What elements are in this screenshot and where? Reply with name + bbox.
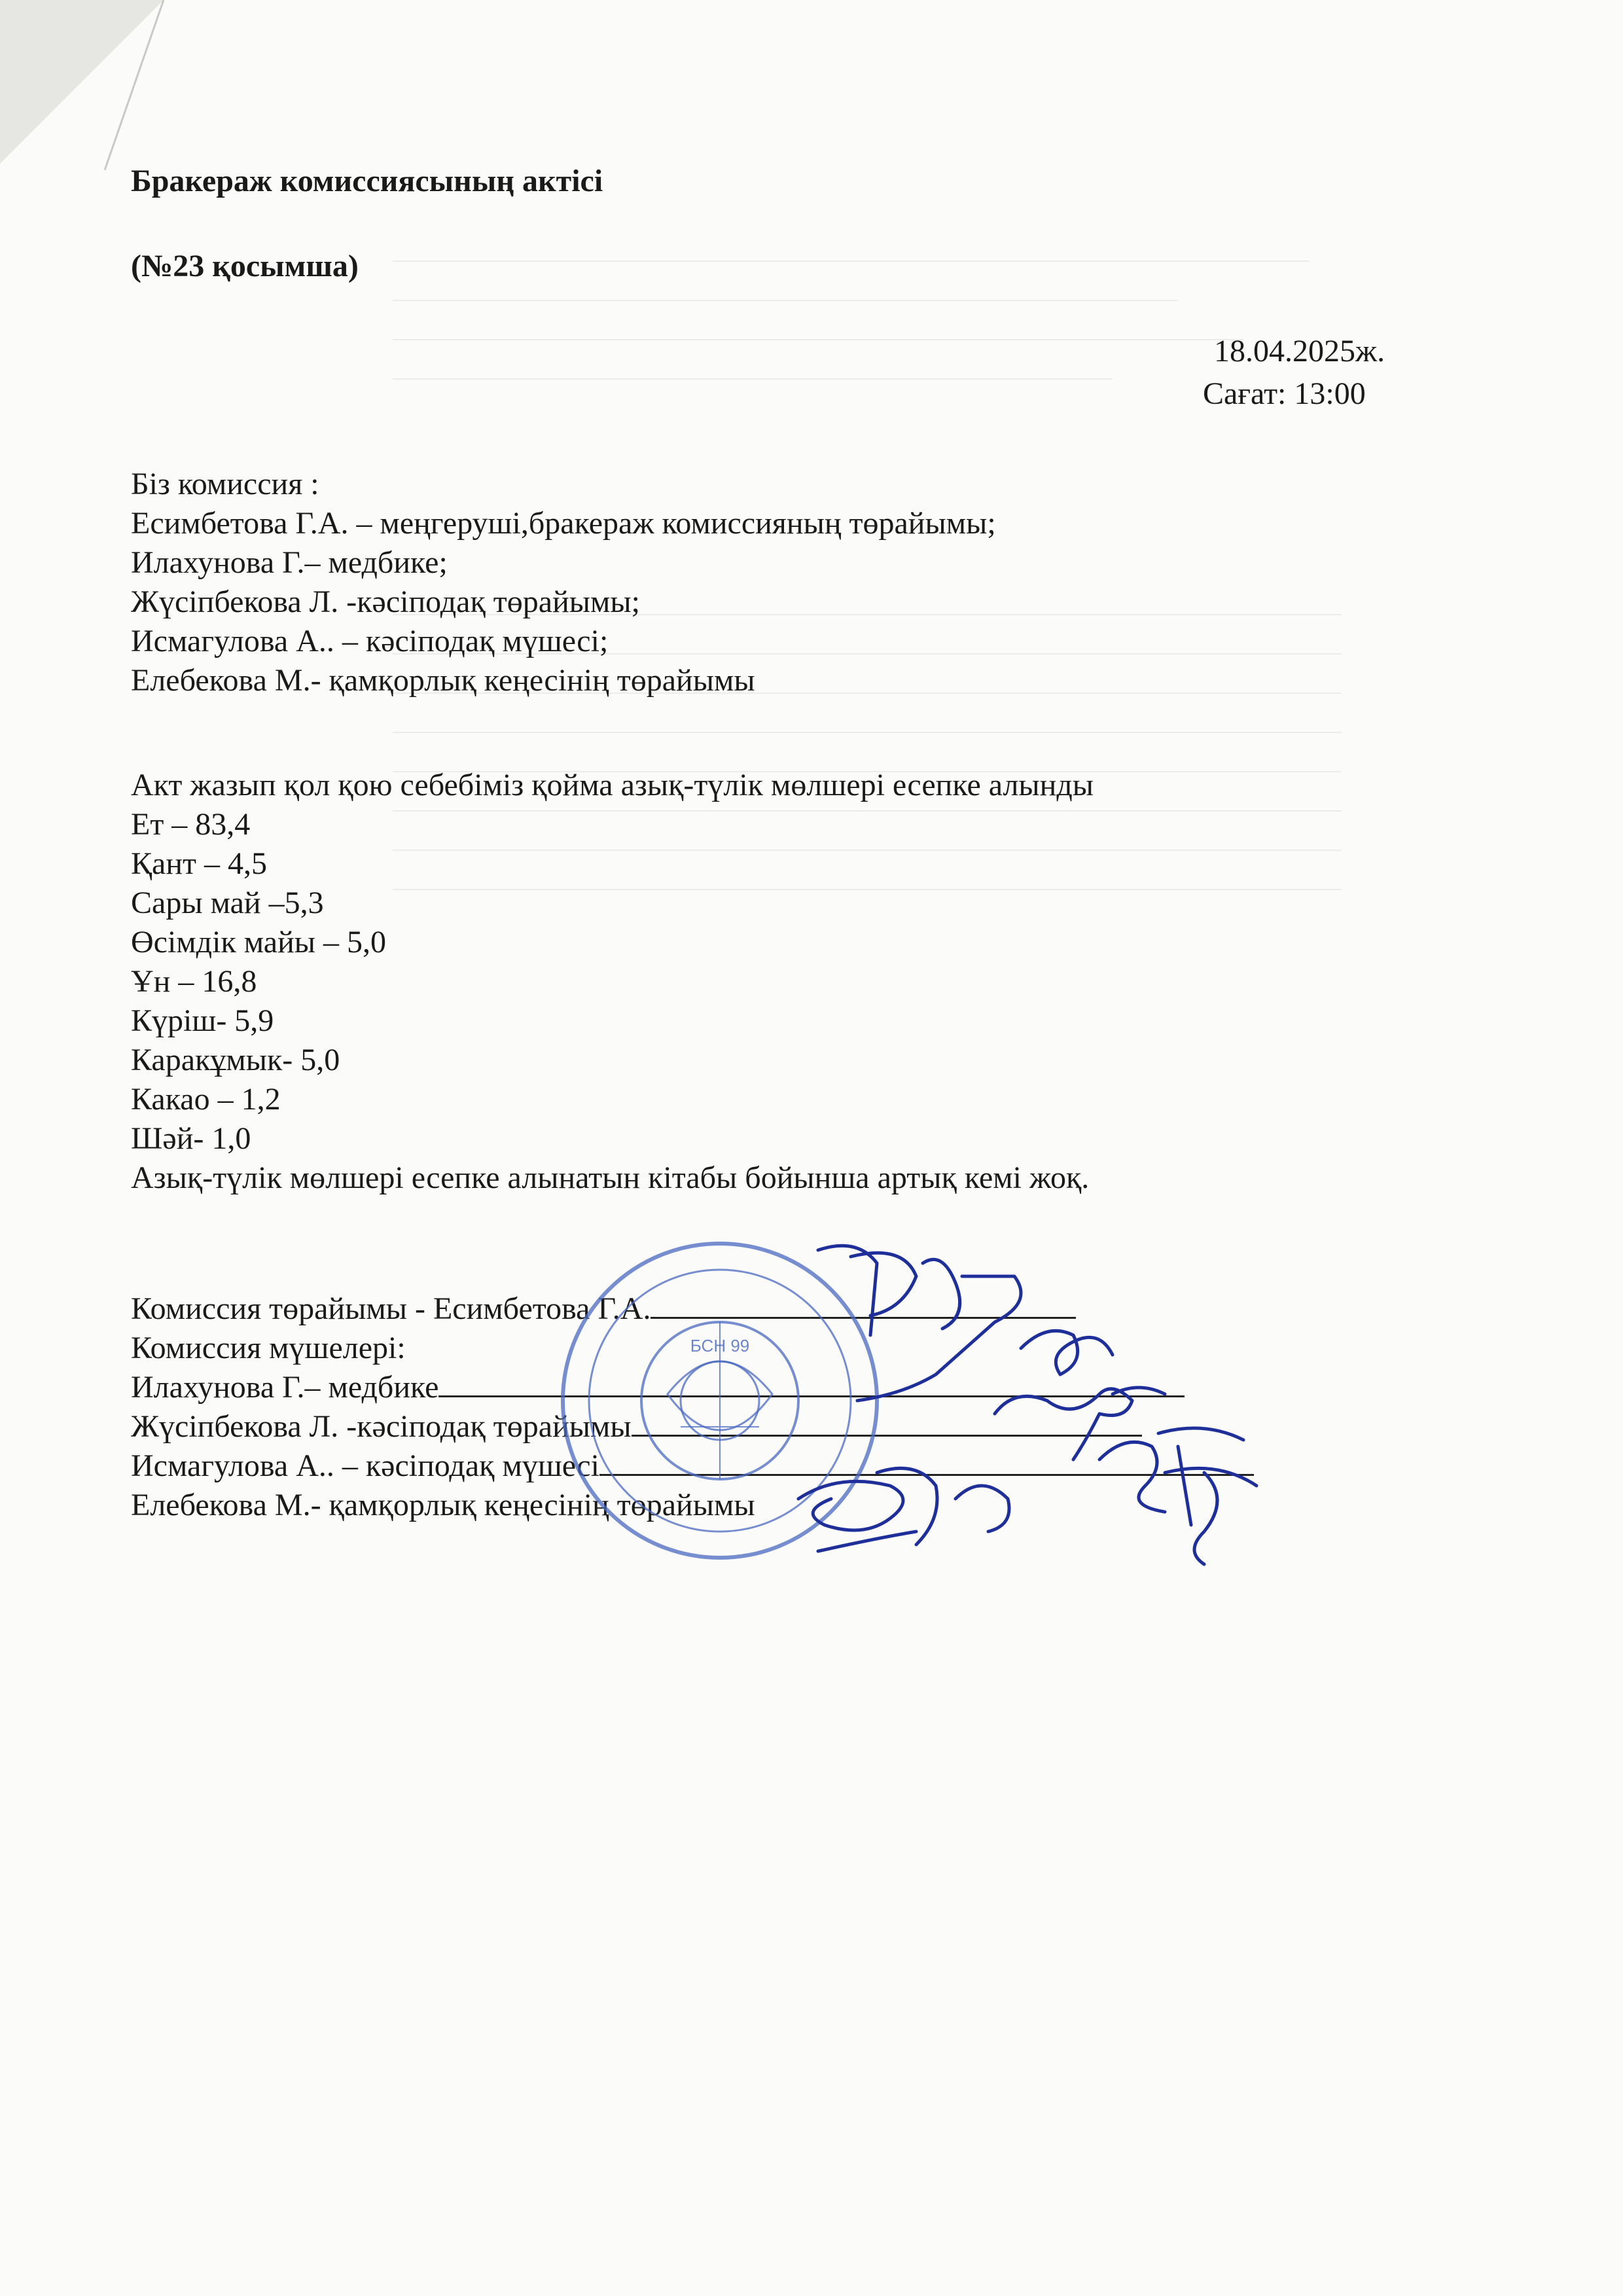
food-item: Ұн – 16,8 bbox=[131, 964, 257, 999]
members-label: Комиссия мүшелері: bbox=[131, 1331, 406, 1365]
commission-member: Елебекова М.- қамқорлық кеңесінің төрайымы bbox=[131, 663, 755, 698]
commission-member: Исмагулова А.. – кәсіподақ мүшесі; bbox=[131, 624, 609, 658]
food-item: Каракұмык- 5,0 bbox=[131, 1043, 340, 1077]
act-block bbox=[131, 766, 1094, 1198]
food-item: Өсімдік майы – 5,0 bbox=[131, 925, 387, 960]
document-time: Сағат: 13:00 bbox=[1203, 376, 1366, 411]
member-signature-label: Жүсіпбекова Л. -кәсіподақ төрайымы bbox=[131, 1409, 632, 1444]
appendix-label: (№23 қосымша) bbox=[131, 249, 359, 283]
food-item: Какао – 1,2 bbox=[131, 1082, 281, 1117]
document-title: Бракераж комиссиясының актісі bbox=[131, 164, 603, 198]
member-signature-label: Елебекова М.- қамқорлық кеңесінің төрайымы bbox=[131, 1488, 755, 1522]
folded-corner bbox=[0, 0, 170, 170]
commission-member: Жүсіпбекова Л. -кәсіподақ төрайымы; bbox=[131, 584, 640, 619]
food-item: Ет – 83,4 bbox=[131, 807, 251, 842]
food-item: Шәй- 1,0 bbox=[131, 1121, 251, 1156]
act-conclusion: Азық-түлік мөлшері есепке алынатын кітабы бойынша артық кемі жоқ. bbox=[131, 1160, 1090, 1195]
food-item: Қант – 4,5 bbox=[131, 846, 267, 881]
food-item: Сары май –5,3 bbox=[131, 886, 324, 920]
chair-signature-label: Комиссия төрайымы - Есимбетова Г.А. bbox=[131, 1291, 651, 1326]
stamp-text: БСН 99 bbox=[690, 1336, 750, 1355]
commission-member: Илахунова Г.– медбике; bbox=[131, 545, 448, 580]
document-date: 18.04.2025ж. bbox=[1214, 334, 1385, 368]
member-signature-label: Исмагулова А.. – кәсіподақ мүшесі bbox=[131, 1448, 599, 1483]
commission-intro: Біз комиссия : bbox=[131, 467, 319, 501]
commission-block bbox=[131, 465, 996, 700]
commission-member: Есимбетова Г.А. – меңгеруші,бракераж комиссияның төрайымы; bbox=[131, 506, 996, 541]
member-signature-label: Илахунова Г.– медбике bbox=[131, 1370, 439, 1405]
handwritten-signatures bbox=[707, 1224, 1361, 1643]
act-reason: Акт жазып қол қою себебіміз қойма азық-түлік мөлшері есепке алынды bbox=[131, 768, 1094, 802]
food-item: Күріш- 5,9 bbox=[131, 1003, 274, 1038]
